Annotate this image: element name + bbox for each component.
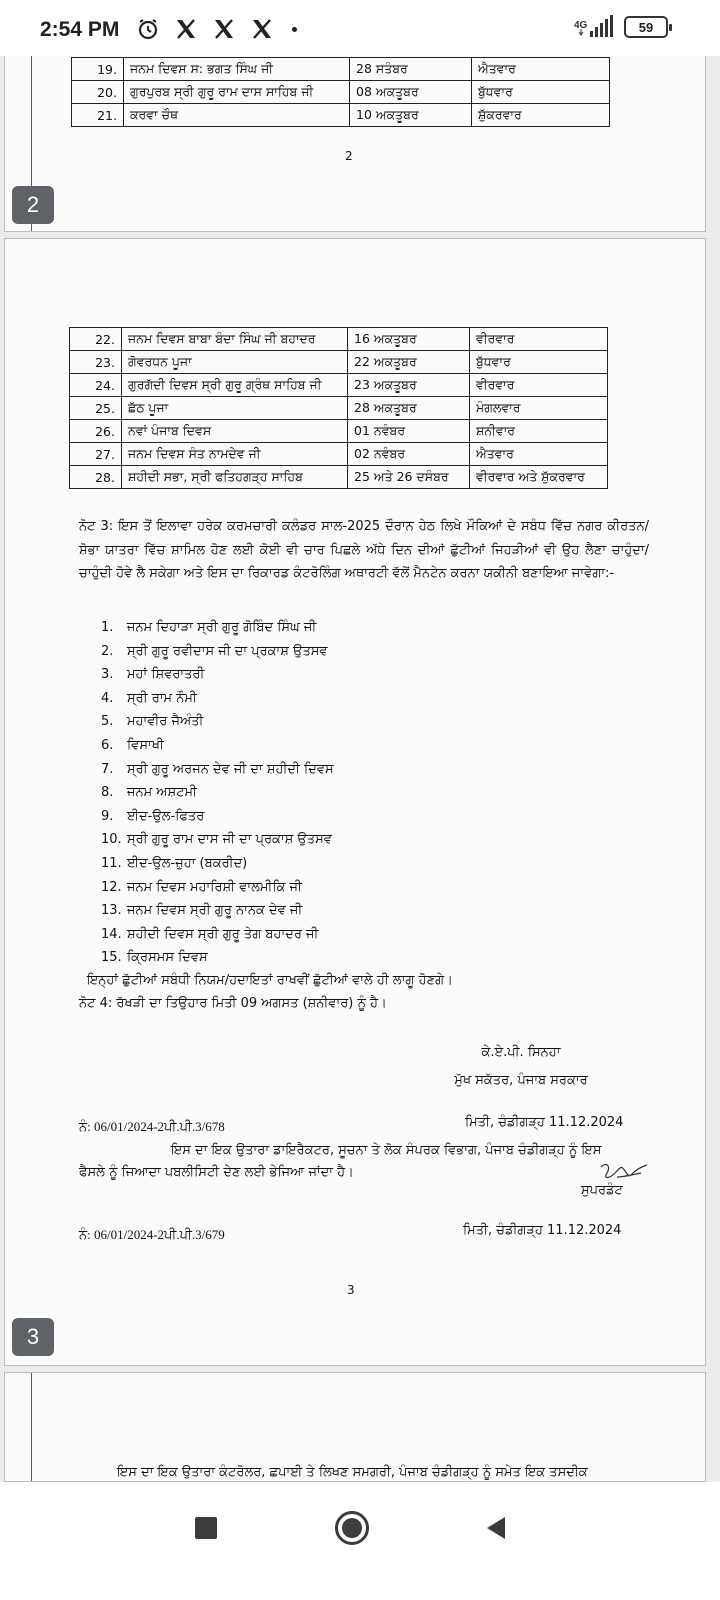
- list-item-text: ਸ੍ਰੀ ਗੁਰੂ ਅਰਜਨ ਦੇਵ ਜੀ ਦਾ ਸ਼ਹੀਦੀ ਦਿਵਸ: [127, 761, 334, 777]
- margin-line: [31, 1373, 32, 1481]
- navigation-bar: [0, 1482, 720, 1600]
- holiday-name: ਗੋਵਰਧਨ ਪੂਜਾ: [122, 351, 348, 374]
- list-item-text: ਸ੍ਰੀ ਗੁਰੂ ਰਵੀਦਾਸ ਜੀ ਦਾ ਪ੍ਰਕਾਸ਼ ਉਤਸਵ: [127, 643, 328, 659]
- page-indicator-badge: 3: [12, 1318, 54, 1356]
- signature-mark: [597, 1159, 651, 1185]
- square-icon: [193, 1515, 219, 1541]
- list-item-number: 9.: [101, 808, 114, 824]
- page-4-partial-text: ਇਸ ਦਾ ਇਕ ਉਤਾਰਾ ਕੰਟਰੋਲਰ, ਛਪਾਈ ਤੇ ਲਿਖਣ ਸਮਗਰੀ, ਪੰਜਾਬ ਚੰਡੀਗੜ੍ਹ ਨੂੰ ਸਮੇਤ ਇਕ ਤਸਦੀਕ: [117, 1465, 588, 1480]
- holiday-weekday: ਬੁੱਧਵਾਰ: [472, 81, 610, 104]
- holiday-weekday: ਮੰਗਲਵਾਰ: [470, 397, 608, 420]
- holiday-date: 01 ਨਵੰਬਰ: [348, 420, 470, 443]
- notification-dot-icon: [292, 27, 297, 32]
- holiday-date: 25 ਅਤੇ 26 ਦਸੰਬਰ: [348, 466, 470, 489]
- table-row: [70, 397, 608, 420]
- list-item: [101, 710, 334, 734]
- page-number: 3: [347, 1283, 355, 1297]
- list-item-text: ਕ੍ਰਿਸਮਸ ਦਿਵਸ: [127, 950, 208, 966]
- list-item: [101, 734, 334, 758]
- x-logo-icon: [248, 16, 276, 42]
- list-item-text: ਜਨਮ ਦਿਵਸ ਮਹਾਰਿਸ਼ੀ ਵਾਲਮੀਕਿ ਜੀ: [127, 879, 302, 895]
- superintendent-label: ਸੁਪਰਡੰਟ: [581, 1183, 623, 1198]
- holiday-name: ਜਨਮ ਦਿਵਸ ਬਾਬਾ ਬੰਦਾ ਸਿੰਘ ਜੀ ਬਹਾਦਰ: [122, 328, 348, 351]
- table-row: [72, 104, 610, 127]
- holiday-table: [69, 327, 608, 489]
- note-4: ਨੋਟ 4: ਰੱਖੜੀ ਦਾ ਤਿਉਹਾਰ ਮਿਤੀ 09 ਅਗਸਤ (ਸ਼ਨੀਵਾਰ) ਨੂੰ ਹੈ।: [79, 996, 387, 1011]
- status-bar: [0, 0, 720, 56]
- document-page-4[interactable]: [4, 1372, 706, 1482]
- list-item-number: 7.: [101, 761, 114, 777]
- holiday-date: 08 ਅਕਤੂਬਰ: [350, 81, 472, 104]
- list-item: [101, 616, 334, 640]
- holiday-weekday: ਸ਼ੁੱਕਰਵਾਰ: [472, 104, 610, 127]
- back-triangle-icon: [483, 1515, 509, 1541]
- table-row: [70, 420, 608, 443]
- holiday-number: 20.: [72, 81, 124, 104]
- holiday-number: 21.: [72, 104, 124, 127]
- document-page-3[interactable]: [4, 238, 706, 1366]
- list-item-text: ਜਨਮ ਅਸ਼ਟਮੀ: [127, 785, 197, 801]
- network-type: 4G: [574, 20, 588, 31]
- holiday-number: 24.: [70, 374, 122, 397]
- home-button[interactable]: [328, 1504, 376, 1552]
- document-page-2[interactable]: [4, 40, 706, 232]
- x-logo-icon: [210, 16, 238, 42]
- holiday-weekday: ਬੁੱਧਵਾਰ: [470, 351, 608, 374]
- holiday-date: 02 ਨਵੰਬਰ: [348, 443, 470, 466]
- list-item: [101, 923, 334, 947]
- holiday-weekday: ਵੀਰਵਾਰ ਅਤੇ ਸ਼ੁੱਕਰਵਾਰ: [470, 466, 608, 489]
- holiday-weekday: ਵੀਰਵਾਰ: [470, 374, 608, 397]
- list-item-number: 6.: [101, 737, 114, 753]
- note-3-paragraph: ਨੋਟ 3: ਇਸ ਤੋਂ ਇਲਾਵਾ ਹਰੇਕ ਕਰਮਚਾਰੀ ਕਲੰਡਰ ਸਾਲ-2025 ਦੌਰਾਨ ਹੇਠ ਲਿਖੇ ਮੌਕਿਆਂ ਦੇ ਸਬੰਧ ਵਿੱਚ ਨਗਰ ਕੀਰਤਨ/ਸ਼ੋਭਾ ਯਾਤਰਾ ਵਿੱਚ ਸ਼ਾਮਿਲ ਹੋਣ ਲਈ ਕੋਈ ਵੀ ਚਾਰ ਪਿਛਲੇ ਅੱਧੇ ਦਿਨ ਦੀਆਂ ਛੁੱਟੀਆਂ ਜਿਹੜੀਆਂ ਵੀ ਉਹ ਲੈਣਾ ਚਾਹੁੰਦਾ/ਚਾਹੁੰਦੀ ਹੋਵੇ ਲੈ ਸਕੇਗਾ ਅਤੇ ਇਸ ਦਾ ਰਿਕਾਰਡ ਕੰਟਰੋਲਿੰਗ ਅਥਾਰਟੀ ਵੱਲੋਂ ਮੈਨਟੇਨ ਕਰਨਾ ਯਕੀਨੀ ਬਣਾਇਆ ਜਾਵੇਗਾ:-: [79, 519, 649, 581]
- system-icons: [576, 14, 668, 40]
- holiday-weekday: ਐਤਵਾਰ: [472, 58, 610, 81]
- holiday-name: ਗੁਰਗੱਦੀ ਦਿਵਸ ਸ੍ਰੀ ਗੁਰੂ ਗ੍ਰੰਥ ਸਾਹਿਬ ਜੀ: [122, 374, 348, 397]
- date-2: ਮਿਤੀ, ਚੰਡੀਗੜ੍ਹ 11.12.2024: [463, 1223, 622, 1238]
- battery-level: 59: [638, 19, 654, 35]
- holiday-date: 16 ਅਕਤੂਬਰ: [348, 328, 470, 351]
- holiday-date: 10 ਅਕਤੂਬਰ: [350, 104, 472, 127]
- table-row: [70, 351, 608, 374]
- list-item-text: ਜਨਮ ਦਿਵਸ ਸ੍ਰੀ ਗੁਰੂ ਨਾਨਕ ਦੇਵ ਜੀ: [127, 903, 303, 919]
- table-row: [70, 374, 608, 397]
- notification-icons: [134, 16, 297, 42]
- holiday-number: 22.: [70, 328, 122, 351]
- list-item-number: 3.: [101, 667, 114, 683]
- timer-icon: [134, 16, 162, 42]
- page-indicator-badge: 2: [12, 186, 54, 224]
- list-item: [101, 687, 334, 711]
- status-time: 2:54 PM: [40, 18, 120, 41]
- list-item-text: ਮਹਾਂ ਸ਼ਿਵਰਾਤਰੀ: [127, 667, 205, 683]
- list-item: [101, 640, 334, 664]
- list-item: [101, 899, 334, 923]
- holiday-name: ਗੁਰਪੁਰਬ ਸ੍ਰੀ ਗੁਰੂ ਰਾਮ ਦਾਸ ਸਾਹਿਬ ਜੀ: [124, 81, 350, 104]
- festival-list: [101, 616, 334, 970]
- holiday-date: 22 ਅਕਤੂਬਰ: [348, 351, 470, 374]
- table-row: [72, 58, 610, 81]
- table-row: [72, 81, 610, 104]
- list-item: [101, 805, 334, 829]
- back-button[interactable]: [472, 1504, 520, 1552]
- reference-number-1: ਨੰ: 06/01/2024-2ਪੀ.ਪੀ.3/678: [79, 1119, 225, 1134]
- table-row: [70, 466, 608, 489]
- list-item-text: ਸ੍ਰੀ ਰਾਮ ਨੌਮੀ: [127, 690, 197, 706]
- holiday-date: 28 ਅਕਤੂਬਰ: [348, 397, 470, 420]
- list-item: [101, 663, 334, 687]
- list-item-text: ਸ਼ਹੀਦੀ ਦਿਵਸ ਸ੍ਰੀ ਗੁਰੂ ਤੇਗ ਬਹਾਦਰ ਜੀ: [127, 926, 319, 942]
- list-item-number: 10.: [101, 832, 122, 848]
- holiday-weekday: ਸ਼ਨੀਵਾਰ: [470, 420, 608, 443]
- list-item: [101, 876, 334, 900]
- holiday-number: 25.: [70, 397, 122, 420]
- list-item-text: ਵਿਸਾਖੀ: [127, 737, 164, 753]
- holiday-name: ਨਵਾਂ ਪੰਜਾਬ ਦਿਵਸ: [122, 420, 348, 443]
- list-item: [101, 828, 334, 852]
- signatory-name: ਕੇ.ਏ.ਪੀ. ਸਿਨਹਾ: [481, 1045, 561, 1060]
- page-number: 2: [345, 149, 353, 163]
- holiday-name: ਛੱਠ ਪੂਜਾ: [122, 397, 348, 420]
- holiday-number: 26.: [70, 420, 122, 443]
- list-item-number: 8.: [101, 785, 114, 801]
- holiday-name: ਸ਼ਹੀਦੀ ਸਭਾ, ਸ੍ਰੀ ਫਤਿਹਗੜ੍ਹ ਸਾਹਿਬ: [122, 466, 348, 489]
- holiday-date: 23 ਅਕਤੂਬਰ: [348, 374, 470, 397]
- list-item-number: 5.: [101, 714, 114, 730]
- list-item-text: ਜਨਮ ਦਿਹਾੜਾ ਸ੍ਰੀ ਗੁਰੂ ਗੋਬਿੰਦ ਸਿੰਘ ਜੀ: [127, 620, 317, 635]
- holiday-weekday: ਵੀਰਵਾਰ: [470, 328, 608, 351]
- list-item-number: 4.: [101, 690, 114, 706]
- holiday-name: ਕਰਵਾ ਚੌਥ: [124, 104, 350, 127]
- home-circle-icon: [334, 1510, 370, 1546]
- recents-button[interactable]: [182, 1504, 230, 1552]
- list-item: [101, 946, 334, 970]
- list-item-text: ਈਦ-ਉਲ-ਫਿਤਰ: [127, 808, 205, 824]
- battery-icon: [624, 16, 668, 38]
- holiday-table: [71, 57, 610, 127]
- list-item-number: 14.: [101, 926, 122, 942]
- list-item: [101, 852, 334, 876]
- signatory-title: ਮੁੱਖ ਸਕੱਤਰ, ਪੰਜਾਬ ਸਰਕਾਰ: [454, 1073, 588, 1088]
- holiday-date: 28 ਸਤੰਬਰ: [350, 58, 472, 81]
- copy-text-line-1: ਇਸ ਦਾ ਇਕ ਉਤਾਰਾ ਡਾਇਰੈਕਟਰ, ਸੂਚਨਾ ਤੇ ਲੋਕ ਸੰਪਰਕ ਵਿਭਾਗ, ਪੰਜਾਬ ਚੰਡੀਗੜ੍ਹ ਨੂੰ ਇਸ: [171, 1143, 602, 1158]
- list-item-text: ਸ੍ਰੀ ਗੁਰੂ ਰਾਮ ਦਾਸ ਜੀ ਦਾ ਪ੍ਰਕਾਸ਼ ਉਤਸਵ: [127, 832, 332, 848]
- list-item-number: 11.: [101, 855, 122, 871]
- holiday-number: 27.: [70, 443, 122, 466]
- holiday-number: 19.: [72, 58, 124, 81]
- signal-icon: [576, 14, 616, 40]
- list-item-number: 13.: [101, 903, 122, 919]
- holiday-name: ਜਨਮ ਦਿਵਸ ਸੰਤ ਨਾਮਦੇਵ ਜੀ: [122, 443, 348, 466]
- list-item-number: 2.: [101, 643, 114, 659]
- x-logo-icon: [172, 16, 200, 42]
- list-item: [101, 758, 334, 782]
- list-item-number: 1.: [101, 620, 114, 635]
- list-item-text: ਈਦ-ਉਲ-ਜ਼ੁਹਾ (ਬਕਰੀਦ): [127, 855, 248, 871]
- table-row: [70, 443, 608, 466]
- list-item: [101, 781, 334, 805]
- date-1: ਮਿਤੀ, ਚੰਡੀਗੜ੍ਹ 11.12.2024: [465, 1115, 624, 1130]
- rules-line: ਇਨ੍ਹਾਂ ਛੁੱਟੀਆਂ ਸਬੰਧੀ ਨਿਯਮ/ਹਦਾਇਤਾਂ ਰਾਖਵੀਂ ਛੁੱਟੀਆਂ ਵਾਲੇ ਹੀ ਲਾਗੂ ਹੋਣਗੇ।: [87, 973, 453, 988]
- signatory-block: [441, 1039, 601, 1095]
- holiday-number: 23.: [70, 351, 122, 374]
- table-row: [70, 328, 608, 351]
- holiday-name: ਜਨਮ ਦਿਵਸ ਸ: ਭਗਤ ਸਿੰਘ ਜੀ: [124, 58, 350, 81]
- copy-text-line-2: ਫੈਸਲੇ ਨੂੰ ਜਿਆਦਾ ਪਬਲੀਸਿਟੀ ਦੇਣ ਲਈ ਭੇਜਿਆ ਜਾਂਦਾ ਹੈ।: [79, 1165, 354, 1180]
- list-item-number: 12.: [101, 879, 122, 895]
- list-item-text: ਮਹਾਵੀਰ ਜੈਅੰਤੀ: [127, 714, 204, 730]
- list-item-number: 15.: [101, 950, 122, 966]
- holiday-number: 28.: [70, 466, 122, 489]
- reference-number-2: ਨੰ: 06/01/2024-2ਪੀ.ਪੀ.3/679: [79, 1227, 225, 1242]
- holiday-weekday: ਐਤਵਾਰ: [470, 443, 608, 466]
